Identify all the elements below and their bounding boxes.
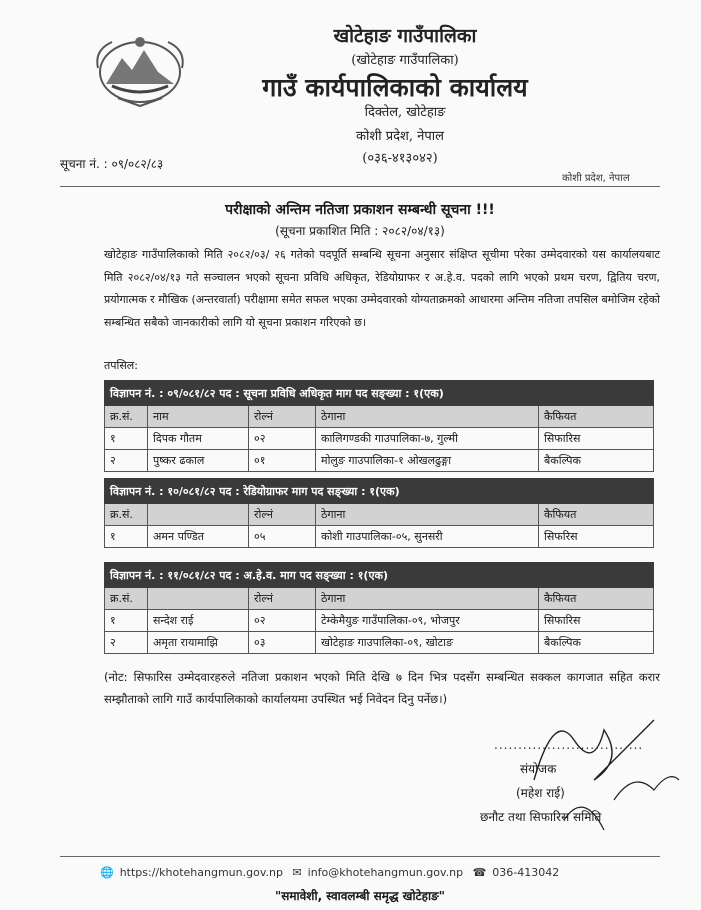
office-name: गाउँ कार्यपालिकाको कार्यालय bbox=[262, 73, 528, 102]
reference-number: सूचना नं. : ०९/०८२/८३ bbox=[60, 157, 164, 171]
col-remarks: कैफियत bbox=[539, 406, 654, 428]
result-table-aheb bbox=[104, 562, 654, 654]
globe-icon: 🌐 bbox=[100, 866, 114, 879]
col-address: ठेगाना bbox=[316, 588, 539, 610]
cell-sn: १ bbox=[105, 610, 148, 632]
col-roll: रोल्नं bbox=[249, 588, 316, 610]
cell-roll: ०२ bbox=[249, 428, 316, 450]
col-name bbox=[148, 588, 249, 610]
cell-address: मोलुङ गाउपालिका-१ ओखलढुङ्गा bbox=[316, 450, 539, 472]
cell-name: अमृता रायामाझि bbox=[148, 632, 249, 654]
table-column-headers bbox=[105, 504, 654, 526]
note-text: (नोट: सिफारिस उम्मेदवारहरुले नतिजा प्रकाशन भएको मिति देखि ७ दिन भित्र पदसँग सम्बन्धित सक्कल कागजात सहित करार सम्झौताको लागि गाउँ कार्यपालिकाको कार्यालयमा उपस्थित भई निवेदन दिनु पर्नेछ।) bbox=[104, 670, 660, 706]
col-name bbox=[148, 504, 249, 526]
header-divider bbox=[60, 186, 660, 187]
col-address: ठेगाना bbox=[316, 504, 539, 526]
col-sn: क्र.सं. bbox=[105, 504, 148, 526]
cell-remarks: सिफारिस bbox=[539, 610, 654, 632]
col-name: नाम bbox=[148, 406, 249, 428]
table-header: विज्ञापन नं. : १०/०८१/८२ पद : रेडियोग्राफर माग पद सङ्ख्या : १(एक) bbox=[105, 479, 654, 504]
cell-name: सन्देश राई bbox=[148, 610, 249, 632]
phone-icon: ☎ bbox=[472, 866, 487, 879]
table-row bbox=[105, 450, 654, 472]
signature-line: ............................... bbox=[494, 738, 644, 752]
col-remarks: कैफियत bbox=[539, 588, 654, 610]
footer-divider bbox=[60, 856, 660, 857]
col-remarks: कैफियत bbox=[539, 504, 654, 526]
cell-remarks: बैकल्पिक bbox=[539, 632, 654, 654]
cell-sn: २ bbox=[105, 450, 148, 472]
cell-sn: १ bbox=[105, 428, 148, 450]
col-address: ठेगाना bbox=[316, 406, 539, 428]
cell-name: अमन पण्डित bbox=[148, 526, 249, 548]
details-label: तपसिल: bbox=[104, 359, 138, 372]
table-row bbox=[105, 526, 654, 548]
signatory-name: (महेश राई) bbox=[516, 786, 565, 800]
cell-sn: १ bbox=[105, 526, 148, 548]
table-row bbox=[105, 610, 654, 632]
cell-name: पुष्कर ढकाल bbox=[148, 450, 249, 472]
slogan: "समावेशी, स्वावलम्बी समृद्ध खोटेहाङ" bbox=[274, 889, 446, 903]
office-address: दिक्तेल, खोटेहाङ bbox=[364, 105, 446, 120]
email-link[interactable]: info@khotehangmun.gov.np bbox=[307, 866, 464, 879]
phone-number: 036-413042 bbox=[492, 866, 560, 879]
col-sn: क्र.सं. bbox=[105, 588, 148, 610]
cell-remarks: सिफारिस bbox=[539, 428, 654, 450]
cell-address: कोशी गाउपालिका-०५, सुनसरी bbox=[316, 526, 539, 548]
office-place: कोशी प्रदेश, नेपाल bbox=[356, 129, 444, 144]
cell-sn: २ bbox=[105, 632, 148, 654]
province-label: कोशी प्रदेश, नेपाल bbox=[562, 173, 630, 184]
nepal-emblem-icon bbox=[92, 28, 188, 110]
committee-name: छनौट तथा सिफारिस समिति bbox=[480, 810, 602, 824]
table-row bbox=[105, 632, 654, 654]
cell-remarks: बैकल्पिक bbox=[539, 450, 654, 472]
cell-roll: ०२ bbox=[249, 610, 316, 632]
cell-roll: ०५ bbox=[249, 526, 316, 548]
result-table-it-officer bbox=[104, 380, 654, 472]
notice-body: खोटेहाङ गाउँपालिकाको मिति २०८२/०३/ २६ गतेको पदपूर्ति सम्बन्धि सूचना अनुसार संक्षिप्त सूचीमा परेका उम्मेदवारको यस कार्यालयबाट मिति २०८२/०४/१३ गते सञ्चालन भएको सूचना प्रविधि अधिकृत, रेडियोग्राफर र अ.हे.व. पदको लागि भएको प्रथम चरण, द्वितिय चरण, प्रयोगात्मक र मौखिक (अन्तरवार्ता) परीक्षामा समेत सफल भएका उम्मेदवारको योग्यताक्रमको आधारमा अन्तिम नतिजा तपसिल बमोजिम रहेको सम्बन्धित सबैको जानकारीको लागि यो सूचना प्रकाशन गरिएको छ। bbox=[104, 248, 660, 329]
org-name: खोटेहाङ गाउँपालिका bbox=[333, 25, 477, 47]
table-column-headers bbox=[105, 406, 654, 428]
table-row bbox=[105, 428, 654, 450]
publish-date: (सूचना प्रकाशित मिति : २०८२/०४/१३) bbox=[275, 224, 445, 238]
cell-roll: ०१ bbox=[249, 450, 316, 472]
mail-icon: ✉ bbox=[292, 866, 302, 879]
col-roll: रोल्नं bbox=[249, 504, 316, 526]
cell-address: खोटेहाङ गाउपालिका-०९, खोटाङ bbox=[316, 632, 539, 654]
table-header: विज्ञापन नं. : ०९/०८१/८२ पद : सूचना प्रविधि अधिकृत माग पद सङ्ख्या : १(एक) bbox=[105, 381, 654, 406]
org-subtitle: (खोटेहाङ गाउँपालिका) bbox=[351, 53, 459, 68]
col-sn: क्र.सं. bbox=[105, 406, 148, 428]
footer-contacts bbox=[100, 866, 565, 879]
result-table-radiographer bbox=[104, 478, 654, 548]
col-roll: रोल्नं bbox=[249, 406, 316, 428]
office-phone: (०३६-४१३०४२) bbox=[362, 151, 438, 166]
cell-name: दिपक गौतम bbox=[148, 428, 249, 450]
table-header: विज्ञापन नं. : ११/०८१/८२ पद : अ.हे.व. माग पद सङ्ख्या : १(एक) bbox=[105, 563, 654, 588]
table-column-headers bbox=[105, 588, 654, 610]
cell-address: कालिगण्डकी गाउपालिका-७, गुल्मी bbox=[316, 428, 539, 450]
cell-roll: ०३ bbox=[249, 632, 316, 654]
notice-title: परीक्षाको अन्तिम नतिजा प्रकाशन सम्बन्धी सूचना !!! bbox=[225, 202, 495, 218]
cell-remarks: सिफरिस bbox=[539, 526, 654, 548]
signatory-role: संयोजक bbox=[520, 762, 557, 776]
cell-address: टेम्केमैयुङ गाउँपालिका-०९, भोजपुर bbox=[316, 610, 539, 632]
website-link[interactable]: https://khotehangmun.gov.np bbox=[119, 866, 283, 879]
